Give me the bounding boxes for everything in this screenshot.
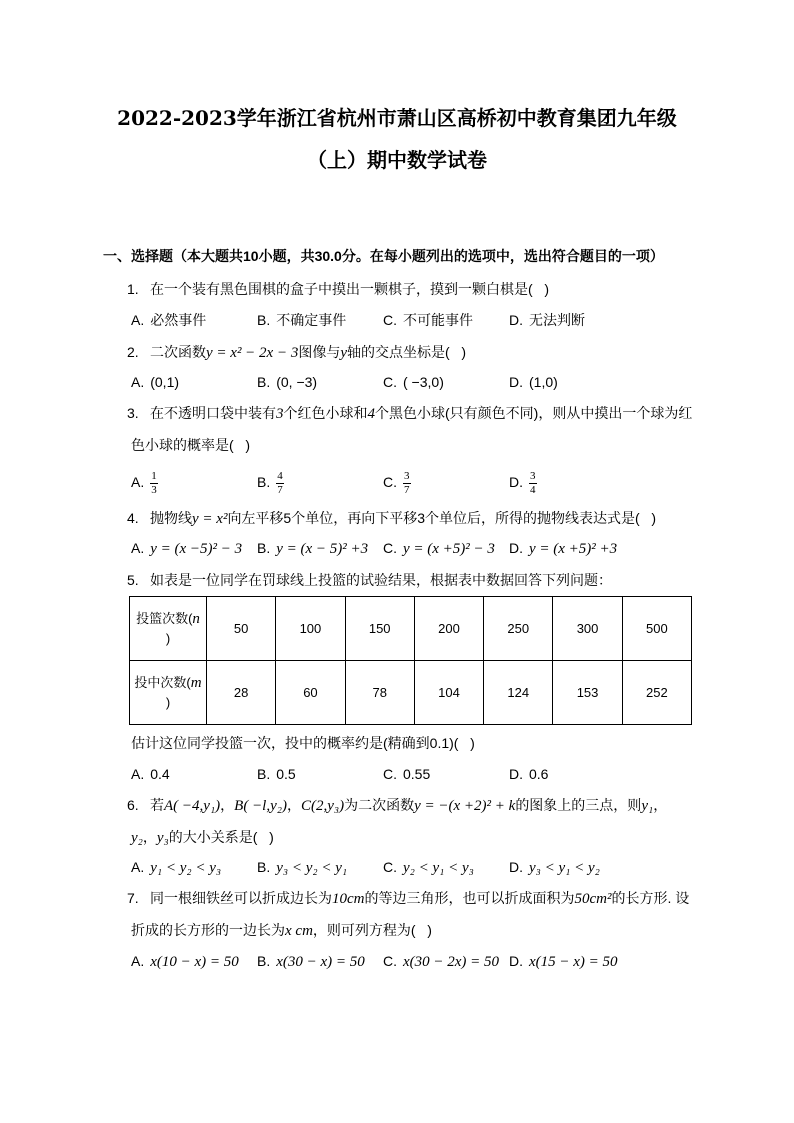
option-a: [131, 310, 206, 330]
stem-text: 的大小关系是( ): [168, 829, 274, 845]
stem-text: 在不透明口袋中装有: [150, 405, 276, 421]
stem-text: 如表是一位同学在罚球线上投篮的试验结果，根据表中数据回答下列问题：: [150, 572, 612, 588]
option-text: 0.55: [403, 766, 431, 782]
option-b: [257, 310, 346, 330]
option-d: [509, 764, 548, 784]
option-text: 必然事件: [150, 312, 207, 328]
stem-text: 向左平移5个单位，再向下平移3个单位后，所得的抛物线表达式是( ): [227, 510, 657, 526]
option-label: A.: [131, 540, 145, 556]
table-cell: 300: [553, 597, 622, 661]
option-text: ( −3,0): [403, 374, 444, 390]
question-6-options: [0, 857, 794, 877]
option-text: y = (x +5)² +3: [529, 541, 618, 557]
option-text: 不可能事件: [403, 312, 473, 328]
stem-text: 二次函数: [150, 344, 206, 360]
table-cell: 252: [622, 661, 691, 725]
stem-text: ，: [286, 797, 301, 813]
option-label: C.: [383, 474, 397, 490]
table-cell: 60: [276, 661, 345, 725]
stem-text: 轴的交点坐标是( ): [347, 344, 467, 360]
option-text: y₂ < y₁ < y₃: [403, 860, 474, 876]
question-7-stem-continued: [131, 920, 432, 940]
option-fraction: [529, 470, 537, 497]
fraction-denominator: 4: [530, 483, 536, 496]
table-cell: 78: [345, 661, 414, 725]
fraction-denominator: 3: [151, 483, 157, 496]
option-text: y = (x −5)² − 3: [150, 541, 243, 557]
shooting-results-table: [129, 596, 692, 725]
stem-math: A( −4,y₁): [164, 798, 221, 814]
stem-text: 个黑色小球(只有颜色不同)，则从中摸出一个球为红: [375, 405, 693, 421]
row-header-variable: n: [192, 610, 200, 627]
question-1-stem: [127, 279, 549, 299]
option-label: B.: [257, 540, 271, 556]
option-a: [131, 764, 170, 784]
stem-math: y₂: [131, 830, 143, 846]
question-7-options: [0, 951, 794, 971]
section-heading: 一、选择题（本大题共10小题，共30.0分。在每小题列出的选项中，选出符合题目的一项）: [103, 248, 664, 264]
option-label: A.: [131, 953, 145, 969]
question-number: 2.: [127, 344, 139, 360]
option-c: [383, 372, 444, 392]
stem-text: ，: [142, 829, 157, 845]
option-text: y = (x +5)² − 3: [403, 541, 495, 557]
question-3-options: [0, 465, 794, 499]
stem-math: y₁: [641, 798, 654, 814]
option-label: D.: [509, 540, 523, 556]
option-label: B.: [257, 953, 271, 969]
question-2-options: [0, 372, 794, 392]
stem-text: ，: [220, 797, 235, 813]
option-fraction: [150, 470, 158, 497]
option-d: [509, 857, 600, 878]
stem-text: 折成的长方形的一边长为: [131, 922, 285, 938]
stem-text: 抛物线: [150, 510, 192, 526]
row-header-suffix: ): [165, 694, 171, 710]
stem-math: 3: [276, 406, 284, 422]
option-text: 0.6: [529, 766, 549, 782]
option-text: y₃ < y₂ < y₁: [276, 860, 348, 876]
question-3-stem: [127, 403, 692, 423]
stem-text: 图像与: [298, 344, 341, 360]
option-label: D.: [509, 859, 523, 875]
option-text: 0.4: [150, 766, 170, 782]
option-label: D.: [509, 953, 523, 969]
option-label: A.: [131, 766, 145, 782]
table-cell: 50: [207, 597, 276, 661]
option-label: C.: [383, 859, 397, 875]
option-text: x(30 − x) = 50: [276, 954, 365, 970]
option-text: y₁ < y₂ < y₃: [150, 860, 222, 876]
option-b: [257, 538, 368, 559]
question-number: 7.: [127, 890, 139, 906]
option-b: [257, 951, 365, 972]
option-label: D.: [509, 474, 523, 490]
option-text: 不确定事件: [276, 312, 347, 328]
question-4-options: [0, 538, 794, 558]
stem-text: 个红色小球和: [283, 405, 368, 421]
option-a: [131, 951, 239, 972]
option-text: 无法判断: [529, 312, 585, 328]
table-cell: 150: [345, 597, 414, 661]
stem-math: C(2,y₃): [300, 798, 345, 814]
option-label: C.: [383, 540, 397, 556]
option-label: C.: [383, 766, 397, 782]
question-5-options: [0, 764, 794, 784]
option-c: [383, 764, 430, 784]
question-5-stem: [127, 570, 612, 590]
question-4-stem: [127, 508, 656, 528]
option-label: D.: [509, 374, 523, 390]
followup-text: 估计这位同学投篮一次，投中的概率约是(精确到0.1)( ): [131, 735, 475, 751]
option-d: [509, 372, 558, 392]
fraction-denominator: 7: [277, 483, 283, 496]
row-header-hits: [130, 661, 207, 725]
option-a: [131, 372, 179, 392]
option-text: (0,1): [150, 374, 180, 390]
option-label: B.: [257, 766, 271, 782]
option-label: D.: [509, 312, 523, 328]
row-header-variable: m: [190, 674, 202, 691]
table-cell: 153: [553, 661, 622, 725]
question-7-stem: [127, 888, 689, 908]
option-label: B.: [257, 474, 271, 490]
option-label: D.: [509, 766, 523, 782]
option-label: A.: [131, 474, 145, 490]
stem-math: 50cm²: [574, 891, 612, 907]
option-label: B.: [257, 312, 271, 328]
option-c: [383, 538, 495, 559]
option-label: C.: [383, 374, 397, 390]
stem-math: y = −(x +2)² + k: [414, 798, 516, 814]
option-text: (0, −3): [276, 374, 318, 390]
stem-math: B( −l,y₂): [234, 798, 287, 814]
option-a: [131, 465, 158, 499]
stem-text: 为二次函数: [344, 797, 415, 813]
option-label: C.: [383, 312, 397, 328]
fraction-numerator: 1: [151, 469, 157, 482]
question-5-followup: [131, 733, 475, 753]
table-cell: 28: [207, 661, 276, 725]
stem-text: 的图象上的三点，则: [515, 797, 642, 813]
stem-math: y₃: [156, 830, 169, 846]
table-cell: 200: [414, 597, 483, 661]
option-label: A.: [131, 374, 145, 390]
stem-math: x cm: [285, 923, 313, 939]
option-c: [383, 465, 411, 499]
option-b: [257, 857, 347, 878]
question-number: 5.: [127, 572, 139, 588]
table-cell: 500: [622, 597, 691, 661]
question-number: 6.: [127, 797, 139, 813]
question-number: 1.: [127, 281, 139, 297]
table-cell: 124: [484, 661, 553, 725]
option-text: x(15 − x) = 50: [529, 954, 618, 970]
option-text: y₃ < y₁ < y₂: [529, 860, 600, 876]
stem-text: 在一个装有黑色围棋的盒子中摸出一颗棋子，摸到一颗白棋是( ): [150, 281, 549, 297]
stem-math: 10cm: [332, 891, 365, 907]
table-cell: 104: [414, 661, 483, 725]
option-fraction: [276, 470, 284, 497]
question-6-stem: [127, 795, 667, 815]
table-cell: 250: [484, 597, 553, 661]
question-1-options: [0, 310, 794, 330]
option-label: A.: [131, 312, 145, 328]
stem-text: ，: [653, 797, 668, 813]
option-b: [257, 465, 284, 499]
stem-math: 4: [367, 406, 375, 422]
question-3-stem-continued: [131, 435, 250, 455]
row-header-attempts: [130, 597, 207, 661]
fraction-numerator: 3: [530, 469, 536, 482]
question-2-stem: [127, 342, 466, 362]
stem-text: 若: [150, 797, 164, 813]
option-label: B.: [257, 859, 271, 875]
stem-text: 色小球的概率是( ): [131, 437, 250, 453]
option-fraction: [403, 470, 411, 497]
option-c: [383, 951, 499, 972]
option-d: [509, 310, 585, 330]
question-number: 4.: [127, 510, 139, 526]
row-header-text: 投篮次数(: [136, 610, 193, 626]
table-row-hits: [130, 661, 692, 725]
stem-math: y: [340, 345, 348, 361]
stem-text: ，则可列方程为( ): [312, 922, 432, 938]
option-label: C.: [383, 953, 397, 969]
option-text: y = (x − 5)² +3: [276, 541, 369, 557]
option-label: A.: [131, 859, 145, 875]
option-text: 0.5: [276, 766, 296, 782]
option-a: [131, 857, 221, 878]
table-cell: 100: [276, 597, 345, 661]
exam-title-line-2: （上）期中数学试卷: [307, 148, 487, 172]
stem-text: 的等边三角形，也可以折成面积为: [364, 890, 575, 906]
option-text: x(10 − x) = 50: [150, 954, 239, 970]
fraction-numerator: 3: [404, 469, 410, 482]
stem-math: y = x²: [192, 511, 228, 527]
option-d: [509, 465, 537, 499]
fraction-numerator: 4: [277, 469, 283, 482]
exam-title-line-1: 2022-2023学年浙江省杭州市萧山区高桥初中教育集团九年级: [117, 106, 677, 130]
option-text: x(30 − 2x) = 50: [403, 954, 500, 970]
row-header-text: 投中次数(: [134, 674, 191, 690]
option-label: B.: [257, 374, 271, 390]
table-row-attempts: [130, 597, 692, 661]
option-a: [131, 538, 242, 559]
question-6-stem-continued: [131, 827, 274, 847]
fraction-denominator: 7: [404, 483, 410, 496]
option-b: [257, 764, 296, 784]
option-c: [383, 857, 474, 878]
option-d: [509, 951, 618, 972]
stem-text: 的长方形. 设: [611, 890, 690, 906]
option-b: [257, 372, 317, 392]
stem-text: 同一根细铁丝可以折成边长为: [150, 890, 332, 906]
option-c: [383, 310, 473, 330]
stem-math: y = x² − 2x − 3: [206, 345, 299, 361]
question-number: 3.: [127, 405, 139, 421]
row-header-suffix: ): [165, 630, 171, 646]
option-text: (1,0): [529, 374, 558, 390]
option-d: [509, 538, 617, 559]
